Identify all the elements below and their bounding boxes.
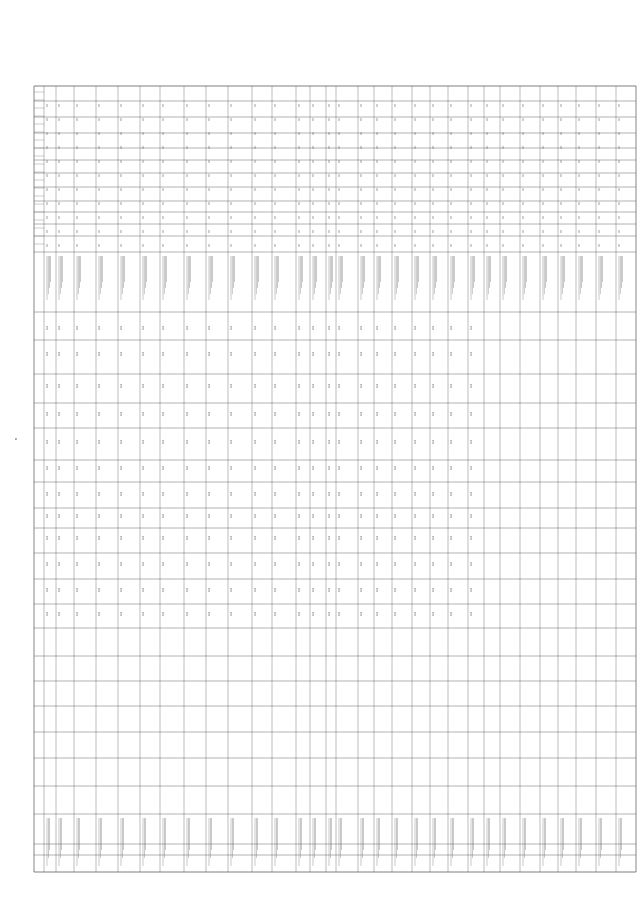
- cell-value: 0,0: [328, 535, 331, 540]
- cell-value: 0,0: [58, 587, 61, 592]
- cell-value: 0,0: [298, 325, 301, 330]
- cell-value: 0,0: [376, 611, 379, 616]
- cell-value: 0,0: [414, 351, 417, 356]
- cell-value: 0,0: [394, 561, 397, 566]
- cell-value: 0,0: [142, 561, 145, 566]
- cell-value: 0,0: [98, 439, 101, 444]
- cell-value: 0,0: [298, 383, 301, 388]
- cell-value: 0,0: [470, 383, 473, 388]
- cell-value: 0,0: [230, 383, 233, 388]
- cell-value: 0,0: [450, 611, 453, 616]
- cell-value: 0,0: [360, 513, 363, 518]
- cell-value: 0,0: [142, 513, 145, 518]
- cell-value: 0,0: [98, 465, 101, 470]
- cell-value: 0,0: [394, 513, 397, 518]
- cell-value: 0,0: [312, 383, 315, 388]
- cell-value: 0,0: [120, 351, 123, 356]
- cell-value: 0,0: [376, 325, 379, 330]
- cell-value: 0,0: [254, 411, 257, 416]
- cell-value: 0,0: [98, 383, 101, 388]
- cell-value: 0,0: [76, 561, 79, 566]
- cell-value: 0,0: [76, 535, 79, 540]
- cell-value: 0,0: [432, 491, 435, 496]
- cell-value: 0,0: [298, 465, 301, 470]
- cell-value: 0,0: [338, 561, 341, 566]
- cell-value: 0,0: [76, 513, 79, 518]
- cell-value: 0,0: [360, 561, 363, 566]
- cell-value: 0,0: [58, 325, 61, 330]
- cell-value: 0,0: [298, 611, 301, 616]
- cell-value: 0,0: [470, 439, 473, 444]
- cell-value: 0,0: [414, 561, 417, 566]
- cell-value: 0,0: [142, 411, 145, 416]
- cell-value: 0,0: [58, 351, 61, 356]
- cell-value: 0,0: [274, 351, 277, 356]
- cell-value: 0,0: [120, 611, 123, 616]
- cell-value: 0,0: [76, 439, 79, 444]
- cell-value: 0,0: [312, 325, 315, 330]
- cell-value: 0,0: [376, 587, 379, 592]
- cell-value: 0,0: [414, 611, 417, 616]
- cell-value: 0,0: [298, 561, 301, 566]
- cell-value: 0,0: [120, 561, 123, 566]
- cell-value: 0,0: [338, 513, 341, 518]
- cell-value: 0,0: [360, 411, 363, 416]
- cell-value: 0,0: [58, 383, 61, 388]
- cell-value: 0,0: [470, 351, 473, 356]
- cell-value: 0,0: [298, 491, 301, 496]
- cell-value: 0,0: [432, 383, 435, 388]
- cell-value: 0,0: [58, 439, 61, 444]
- cell-value: 0,0: [254, 351, 257, 356]
- cell-value: 0,0: [208, 351, 211, 356]
- cell-value: 0,0: [414, 535, 417, 540]
- cell-value: 0,0: [254, 491, 257, 496]
- cell-value: 0,0: [470, 491, 473, 496]
- cell-value: 0,0: [98, 411, 101, 416]
- cell-value: 0,0: [414, 513, 417, 518]
- cell-value: 0,0: [312, 439, 315, 444]
- cell-value: 0,0: [46, 535, 49, 540]
- cell-value: 0,0: [98, 351, 101, 356]
- cell-value: 0,0: [186, 383, 189, 388]
- cell-value: 0,0: [328, 325, 331, 330]
- cell-value: 0,0: [46, 351, 49, 356]
- cell-value: 0,0: [76, 411, 79, 416]
- cell-value: 0,0: [328, 587, 331, 592]
- cell-value: 0,0: [450, 465, 453, 470]
- cell-value: 0,0: [432, 535, 435, 540]
- cell-value: 0,0: [254, 439, 257, 444]
- cell-value: 0,0: [186, 351, 189, 356]
- cell-value: 0,0: [328, 491, 331, 496]
- cell-value: 0,0: [162, 535, 165, 540]
- cell-value: 0,0: [254, 535, 257, 540]
- cell-value: 0,0: [46, 491, 49, 496]
- cell-value: 0,0: [46, 513, 49, 518]
- cell-value: 0,0: [298, 535, 301, 540]
- cell-value: 0,0: [186, 411, 189, 416]
- cell-value: 0,0: [312, 465, 315, 470]
- cell-value: 0,0: [46, 325, 49, 330]
- cell-value: 0,0: [208, 611, 211, 616]
- cell-value: 0,0: [470, 535, 473, 540]
- cell-value: 0,0: [142, 325, 145, 330]
- cell-value: 0,0: [338, 439, 341, 444]
- cell-value: 0,0: [394, 383, 397, 388]
- cell-value: 0,0: [376, 411, 379, 416]
- cell-value: 0,0: [142, 587, 145, 592]
- cell-value: 0,0: [230, 611, 233, 616]
- cell-value: 0,0: [142, 611, 145, 616]
- cell-value: 0,0: [254, 611, 257, 616]
- cell-value: 0,0: [120, 587, 123, 592]
- cell-value: 0,0: [162, 587, 165, 592]
- cell-value: 0,0: [162, 465, 165, 470]
- cell-value: 0,0: [58, 411, 61, 416]
- cell-value: 0,0: [360, 587, 363, 592]
- cell-value: 0,0: [76, 587, 79, 592]
- cell-value: 0,0: [186, 491, 189, 496]
- cell-value: 0,0: [98, 561, 101, 566]
- cell-value: 0,0: [162, 561, 165, 566]
- cell-value: 0,0: [120, 383, 123, 388]
- cell-value: 0,0: [432, 587, 435, 592]
- cell-value: 0,0: [58, 561, 61, 566]
- cell-value: 0,0: [312, 351, 315, 356]
- cell-value: 0,0: [230, 535, 233, 540]
- cell-value: 0,0: [254, 513, 257, 518]
- cell-value: 0,0: [274, 491, 277, 496]
- cell-value: 0,0: [142, 535, 145, 540]
- cell-value: 0,0: [46, 561, 49, 566]
- cell-value: 0,0: [338, 465, 341, 470]
- cell-value: 0,0: [230, 513, 233, 518]
- cell-value: 0,0: [98, 325, 101, 330]
- cell-value: 0,0: [338, 611, 341, 616]
- cell-value: 0,0: [376, 383, 379, 388]
- cell-value: 0,0: [58, 535, 61, 540]
- cell-value: 0,0: [254, 325, 257, 330]
- cell-value: 0,0: [186, 561, 189, 566]
- cell-value: 0,0: [120, 535, 123, 540]
- cell-value: 0,0: [470, 561, 473, 566]
- cell-value: 0,0: [254, 561, 257, 566]
- cell-value: 0,0: [120, 325, 123, 330]
- cell-value: 0,0: [432, 561, 435, 566]
- cell-value: 0,0: [208, 465, 211, 470]
- cell-value: 0,0: [432, 611, 435, 616]
- cell-value: 0,0: [230, 439, 233, 444]
- cell-value: 0,0: [338, 383, 341, 388]
- cell-value: 0,0: [186, 587, 189, 592]
- cell-value: 0,0: [312, 561, 315, 566]
- cell-value: 0,0: [142, 491, 145, 496]
- cell-value: 0,0: [46, 439, 49, 444]
- cell-value: 0,0: [274, 465, 277, 470]
- cell-value: 0,0: [338, 491, 341, 496]
- cell-value: 0,0: [328, 611, 331, 616]
- cell-value: 0,0: [162, 439, 165, 444]
- cell-value: 0,0: [328, 351, 331, 356]
- cell-value: 0,0: [376, 561, 379, 566]
- cell-value: 0,0: [162, 411, 165, 416]
- cell-value: 0,0: [450, 587, 453, 592]
- cell-value: 0,0: [450, 535, 453, 540]
- cell-value: 0,0: [230, 325, 233, 330]
- cell-value: 0,0: [230, 587, 233, 592]
- cell-value: 0,0: [432, 325, 435, 330]
- cell-value: 0,0: [298, 351, 301, 356]
- cell-value: 0,0: [376, 535, 379, 540]
- cell-value: 0,0: [414, 465, 417, 470]
- cell-value: 0,0: [274, 325, 277, 330]
- cell-value: 0,0: [432, 513, 435, 518]
- cell-value: 0,0: [230, 351, 233, 356]
- cell-value: 0,0: [470, 325, 473, 330]
- cell-value: 0,0: [98, 611, 101, 616]
- cell-value: 0,0: [376, 513, 379, 518]
- cell-value: 0,0: [360, 535, 363, 540]
- cell-value: 0,0: [162, 383, 165, 388]
- cell-value: 0,0: [208, 513, 211, 518]
- cell-value: 0,0: [274, 411, 277, 416]
- cell-value: 0,0: [450, 325, 453, 330]
- cell-value: 0,0: [328, 411, 331, 416]
- cell-value: 0,0: [394, 439, 397, 444]
- cell-value: 0,0: [142, 383, 145, 388]
- cell-value: 0,0: [254, 383, 257, 388]
- cell-value: 0,0: [450, 513, 453, 518]
- cell-value: 0,0: [360, 611, 363, 616]
- cell-value: 0,0: [414, 411, 417, 416]
- cell-value: 0,0: [450, 351, 453, 356]
- cell-value: 0,0: [414, 325, 417, 330]
- cell-value: 0,0: [186, 325, 189, 330]
- cell-value: 0,0: [162, 513, 165, 518]
- cell-value: 0,0: [312, 411, 315, 416]
- cell-value: 0,0: [98, 535, 101, 540]
- cell-value: 0,0: [162, 325, 165, 330]
- cell-value: 0,0: [470, 513, 473, 518]
- cell-value: 0,0: [394, 411, 397, 416]
- cell-value: 0,0: [120, 513, 123, 518]
- cell-value: 0,0: [376, 465, 379, 470]
- cell-value: 0,0: [186, 513, 189, 518]
- cell-value: 0,0: [470, 411, 473, 416]
- cell-value: 0,0: [470, 587, 473, 592]
- cell-value: 0,0: [328, 383, 331, 388]
- cell-value: 0,0: [414, 439, 417, 444]
- table-cell-texts: [45, 326, 473, 616]
- cell-value: 0,0: [338, 587, 341, 592]
- cell-value: 0,0: [120, 465, 123, 470]
- cell-value: 0,0: [98, 513, 101, 518]
- cell-value: 0,0: [328, 513, 331, 518]
- cell-value: 0,0: [208, 587, 211, 592]
- cell-value: 0,0: [450, 411, 453, 416]
- cell-value: 0,0: [142, 465, 145, 470]
- cell-value: 0,0: [76, 383, 79, 388]
- cell-value: 0,0: [274, 587, 277, 592]
- cell-value: 0,0: [274, 561, 277, 566]
- cell-value: 0,0: [274, 611, 277, 616]
- cell-value: 0,0: [46, 465, 49, 470]
- cell-value: 0,0: [186, 465, 189, 470]
- cell-value: 0,0: [274, 439, 277, 444]
- cell-value: 0,0: [432, 351, 435, 356]
- cell-value: 0,0: [230, 411, 233, 416]
- cell-value: 0,0: [274, 383, 277, 388]
- cell-value: 0,0: [470, 611, 473, 616]
- cell-value: 0,0: [298, 587, 301, 592]
- cell-value: 0,0: [46, 411, 49, 416]
- cell-value: 0,0: [394, 325, 397, 330]
- cell-value: 0,0: [230, 465, 233, 470]
- cell-value: 0,0: [338, 325, 341, 330]
- cell-value: 0,0: [394, 611, 397, 616]
- cell-value: 0,0: [376, 491, 379, 496]
- cell-value: 0,0: [98, 491, 101, 496]
- cell-value: 0,0: [360, 383, 363, 388]
- cell-value: 0,0: [274, 535, 277, 540]
- cell-value: 0,0: [450, 383, 453, 388]
- cell-value: 0,0: [76, 611, 79, 616]
- cell-value: 0,0: [208, 491, 211, 496]
- cell-value: 0,0: [230, 561, 233, 566]
- cell-value: 0,0: [76, 325, 79, 330]
- cell-value: 0,0: [120, 411, 123, 416]
- cell-value: 0,0: [58, 465, 61, 470]
- cell-value: 0,0: [186, 439, 189, 444]
- cell-value: 0,0: [414, 383, 417, 388]
- cell-value: 0,0: [254, 587, 257, 592]
- cell-value: 0,0: [186, 535, 189, 540]
- cell-value: 0,0: [58, 611, 61, 616]
- table-grid: [34, 86, 636, 872]
- cell-value: 0,0: [46, 587, 49, 592]
- cell-value: 0,0: [98, 587, 101, 592]
- cell-value: 0,0: [142, 439, 145, 444]
- cell-value: 0,0: [338, 351, 341, 356]
- cell-value: 0,0: [76, 465, 79, 470]
- cell-value: 0,0: [120, 491, 123, 496]
- cell-value: 0,0: [186, 611, 189, 616]
- cell-value: 0,0: [46, 383, 49, 388]
- cell-value: 0,0: [360, 439, 363, 444]
- cell-value: 0,0: [230, 491, 233, 496]
- cell-value: 0,0: [46, 611, 49, 616]
- cell-value: 0,0: [208, 383, 211, 388]
- cell-value: 0,0: [360, 491, 363, 496]
- cell-value: 0,0: [312, 513, 315, 518]
- cell-value: 0,0: [450, 491, 453, 496]
- cell-value: 0,0: [376, 439, 379, 444]
- cell-value: 0,0: [328, 465, 331, 470]
- cell-value: 0,0: [450, 561, 453, 566]
- cell-value: 0,0: [394, 351, 397, 356]
- cell-value: 0,0: [298, 411, 301, 416]
- cell-value: 0,0: [450, 439, 453, 444]
- cell-value: 0,0: [76, 491, 79, 496]
- cell-value: 0,0: [298, 439, 301, 444]
- cell-value: 0,0: [360, 325, 363, 330]
- cell-value: 0,0: [162, 351, 165, 356]
- cell-value: 0,0: [312, 491, 315, 496]
- cell-value: 0,0: [394, 587, 397, 592]
- cell-value: 0,0: [414, 491, 417, 496]
- cell-value: 0,0: [208, 325, 211, 330]
- cell-value: 0,0: [338, 411, 341, 416]
- cell-value: 0,0: [432, 411, 435, 416]
- cell-value: 0,0: [208, 411, 211, 416]
- cell-value: 0,0: [328, 439, 331, 444]
- cell-value: 0,0: [328, 561, 331, 566]
- cell-value: 0,0: [432, 439, 435, 444]
- cell-value: 0,0: [274, 513, 277, 518]
- cell-value: 0,0: [142, 351, 145, 356]
- cell-value: 0,0: [432, 465, 435, 470]
- page-number: 8: [14, 438, 18, 440]
- cell-value: 0,0: [470, 465, 473, 470]
- cell-value: 0,0: [254, 465, 257, 470]
- cell-value: 0,0: [162, 611, 165, 616]
- cell-value: 0,0: [414, 587, 417, 592]
- cell-value: 0,0: [58, 491, 61, 496]
- cell-value: 0,0: [394, 465, 397, 470]
- cell-value: 0,0: [394, 535, 397, 540]
- cell-value: 0,0: [120, 439, 123, 444]
- cell-value: 0,0: [208, 439, 211, 444]
- cell-value: 0,0: [162, 491, 165, 496]
- cell-value: 0,0: [58, 513, 61, 518]
- cell-value: 0,0: [312, 535, 315, 540]
- cell-value: 0,0: [376, 351, 379, 356]
- cell-value: 0,0: [76, 351, 79, 356]
- cell-value: 0,0: [312, 587, 315, 592]
- cell-value: 0,0: [394, 491, 397, 496]
- cell-value: 0,0: [208, 535, 211, 540]
- cell-value: 0,0: [360, 351, 363, 356]
- cell-value: 0,0: [360, 465, 363, 470]
- cell-value: 0,0: [312, 611, 315, 616]
- cell-value: 0,0: [298, 513, 301, 518]
- cell-value: 0,0: [338, 535, 341, 540]
- cell-value: 0,0: [208, 561, 211, 566]
